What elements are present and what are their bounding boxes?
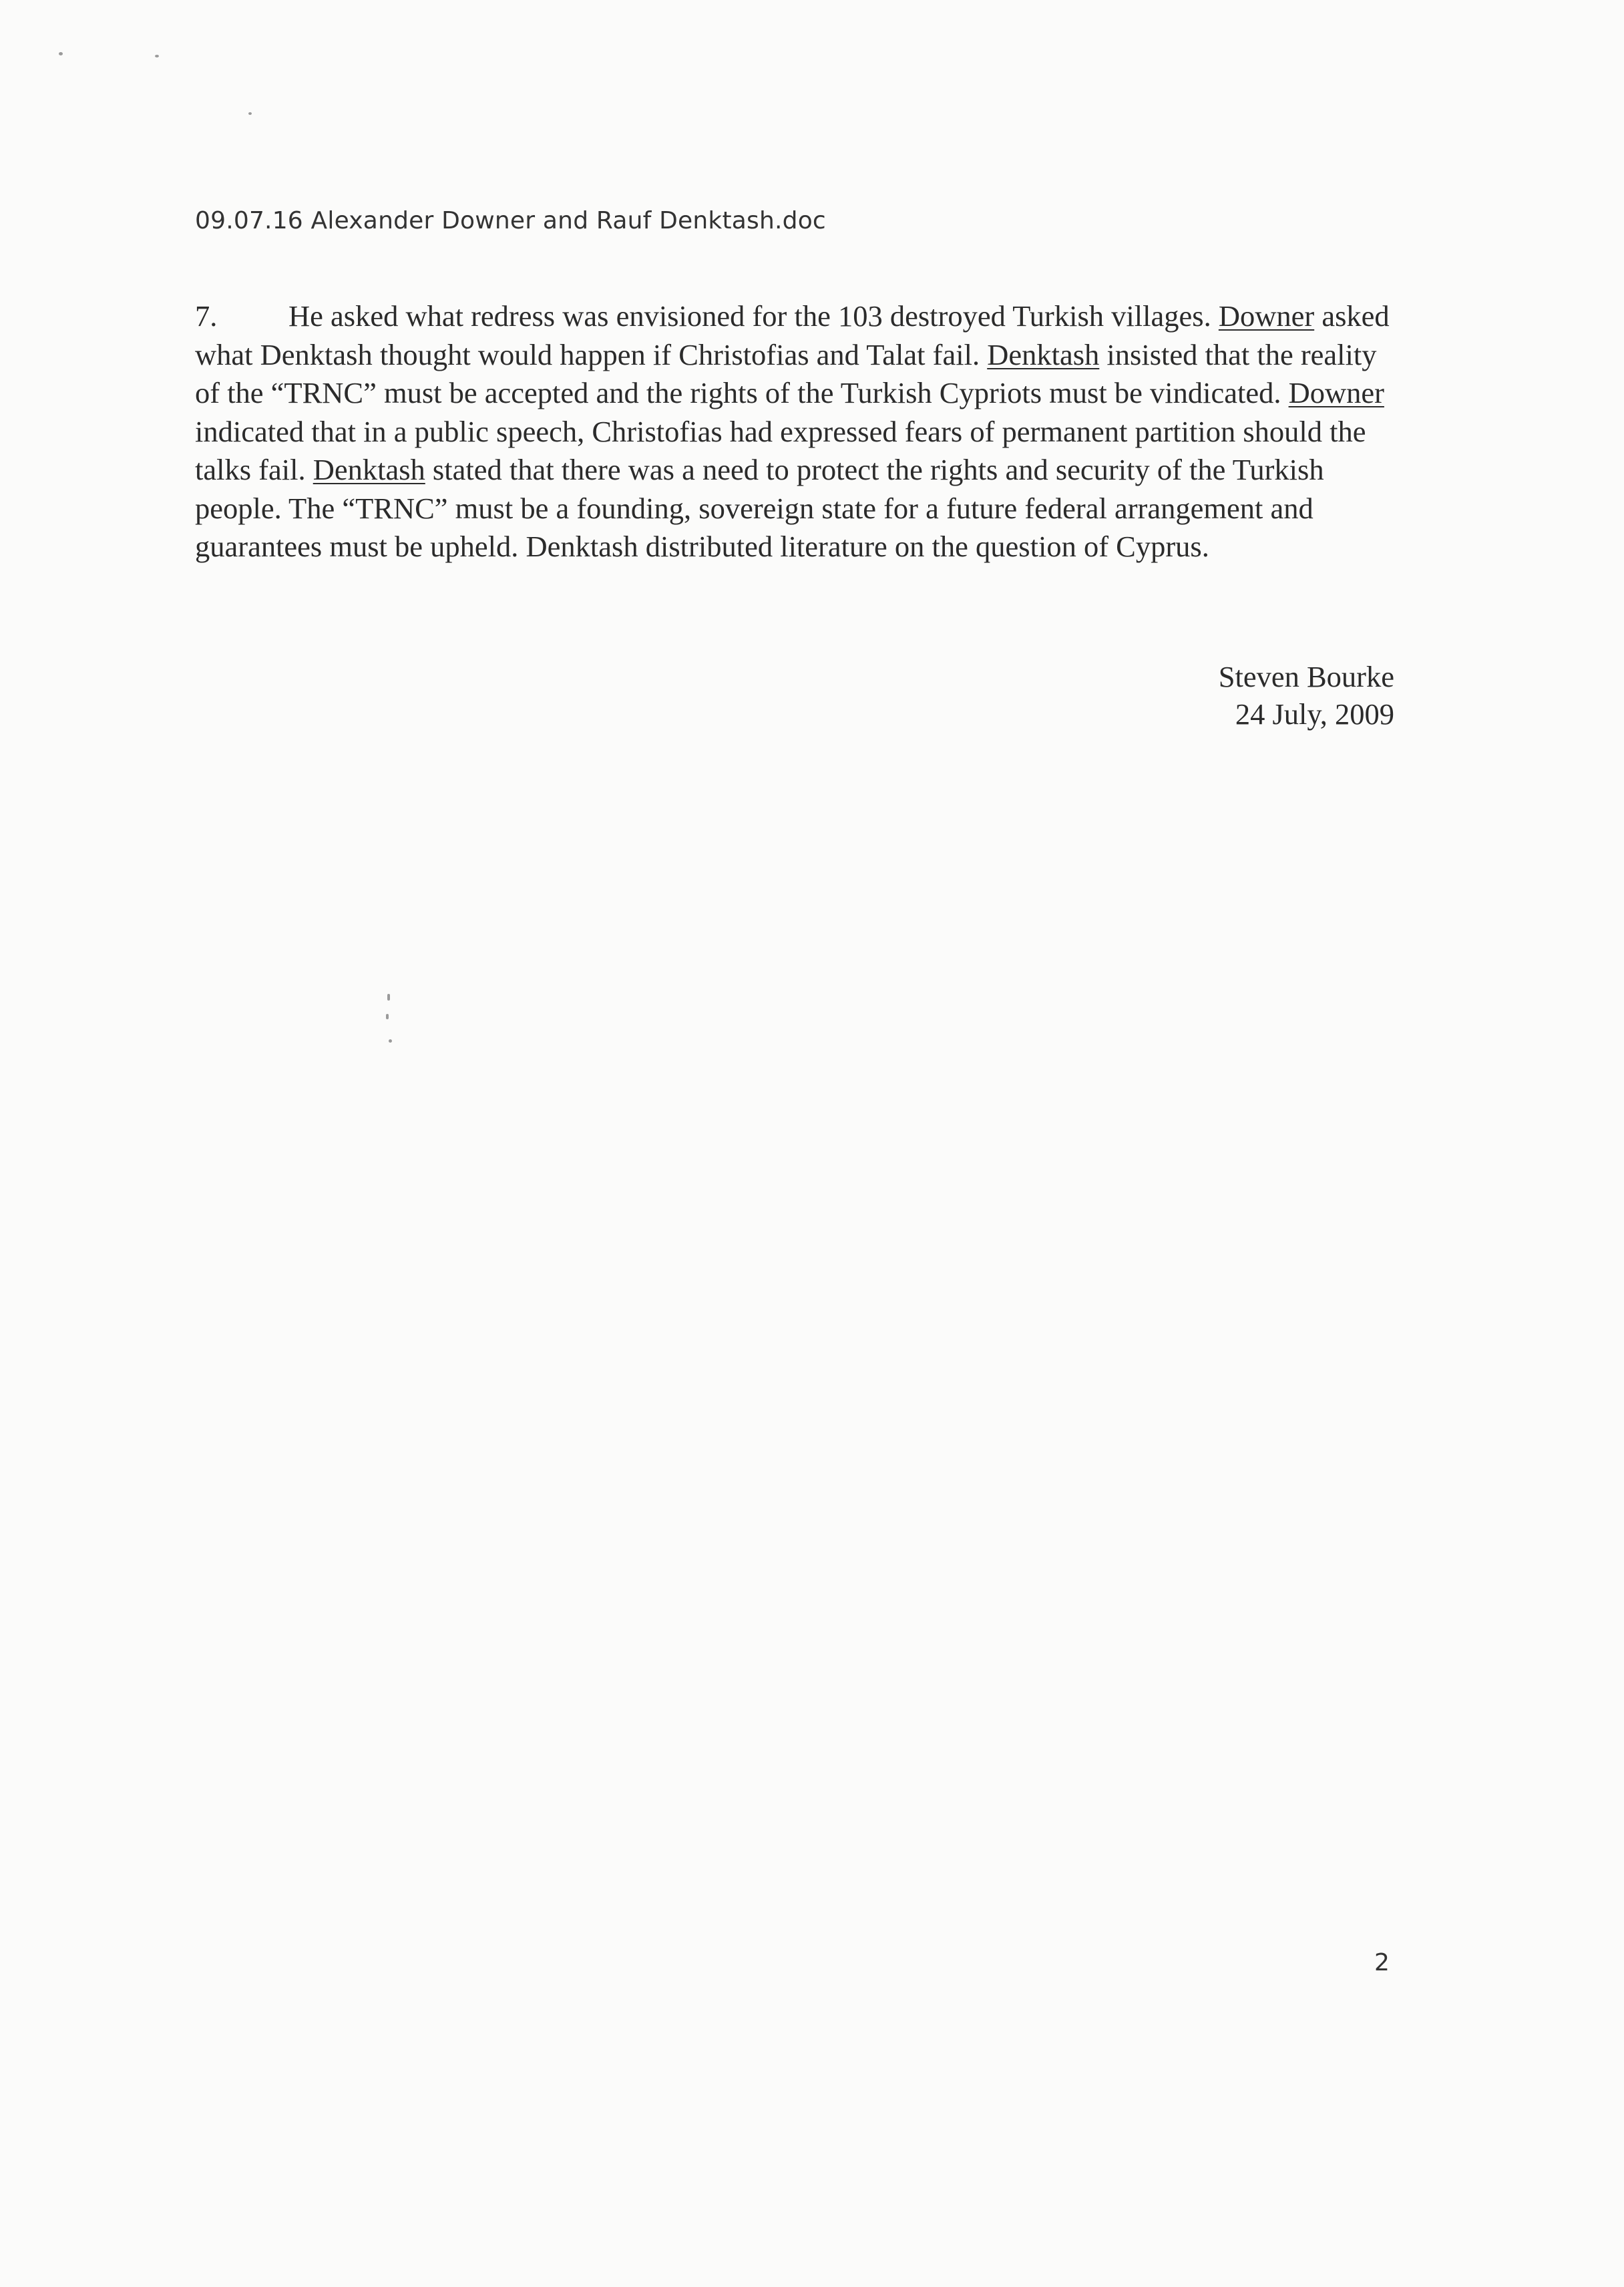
underlined-name-downer: Downer — [1218, 299, 1315, 333]
scan-speck — [386, 1014, 389, 1019]
signature-block — [1219, 658, 1394, 733]
signatory-name: Steven Bourke — [1218, 660, 1394, 693]
paragraph-segment: stated that there was a need to protect the rights and security of the Turkish people. The “TRNC” must be a founding, sovereign state for a future federal arrangement and guarantees must be upheld. Denktash distributed literature on the question of Cyprus. — [195, 453, 1324, 563]
paragraph-segment: He asked what redress was envisioned for the 103 destroyed Turkish villages. — [288, 299, 1219, 333]
scan-speck — [387, 994, 390, 1001]
underlined-name-downer: Downer — [1288, 376, 1384, 409]
scan-speck — [59, 52, 63, 55]
underlined-name-denktash: Denktash — [987, 337, 1100, 371]
page-number: 2 — [1374, 1949, 1390, 1976]
document-filename-header: 09.07.16 Alexander Downer and Rauf Denktash.doc — [195, 207, 826, 234]
paragraph-segment: asked what Denktash thought would happen if Christofias and Talat fail. — [195, 299, 1390, 371]
scan-speck — [248, 112, 252, 115]
scan-speck — [155, 55, 159, 57]
paragraph-7 — [195, 297, 1397, 566]
paragraph-number: 7. — [195, 299, 218, 333]
paragraph-segment: indicated that in a public speech, Christofias had expressed fears of permanent partition should the talks fail. — [195, 414, 1366, 486]
scan-speck — [389, 1039, 392, 1043]
underlined-name-denktash: Denktash — [313, 453, 425, 486]
paragraph-segment: insisted that the reality of the “TRNC” must be accepted and the rights of the Turkish Cypriots must be vindicated. — [195, 337, 1377, 409]
signature-date: 24 July, 2009 — [1235, 697, 1394, 731]
